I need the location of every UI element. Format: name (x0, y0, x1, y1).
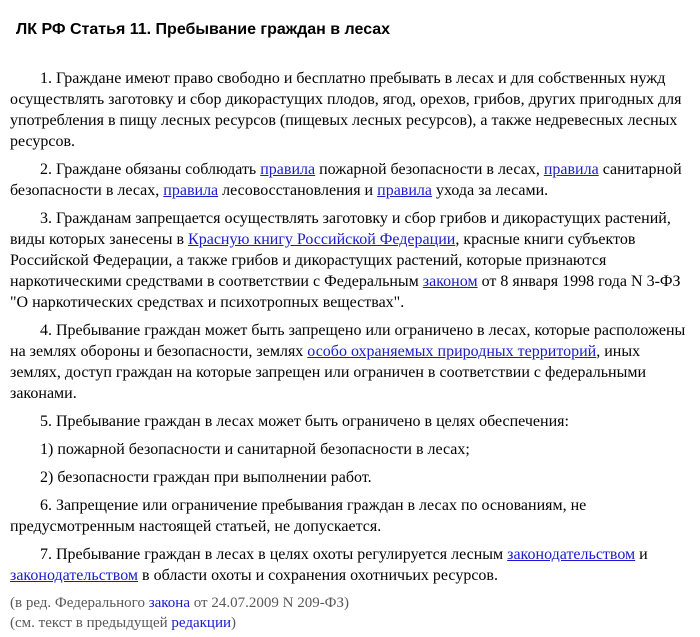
text-run: от 24.07.2009 N 209-ФЗ) (190, 595, 350, 611)
clause-6 (10, 495, 688, 537)
text-run: санитарной безопасности в лесах, (10, 161, 682, 199)
clause-7 (10, 544, 688, 586)
link-narcotics-law[interactable]: законом (422, 273, 478, 290)
text-run: 2. Граждане обязаны соблюдать (40, 161, 261, 178)
link-reforestation-rules[interactable]: правила (163, 182, 219, 199)
clause-2 (10, 159, 688, 201)
clause-1 (10, 68, 688, 152)
text-run: , иных землях, доступ граждан на которые запрещен или ограничен в соответствии с федеральными законами. (10, 343, 646, 402)
text-run: , красные книги субъектов Российской Федерации, а также грибов и дикорастущих растений, которые признаются наркотическими средствами в соответствии с Федеральным (10, 231, 636, 290)
text-run: 6. Запрещение или ограничение пребывания граждан в лесах по основаниям, не предусмотренным настоящей статьей, не допускается. (10, 497, 587, 535)
text-run: (в ред. Федерального (10, 595, 149, 611)
link-forest-care-rules[interactable]: правила (377, 182, 432, 199)
article-footnotes (10, 593, 688, 633)
link-amending-law[interactable]: закона (148, 595, 190, 611)
text-run: (см. текст в предыдущей (10, 615, 172, 631)
text-run: лесовосстановления и (218, 182, 378, 199)
clause-3 (10, 208, 688, 313)
link-sanitary-safety-rules[interactable]: правила (543, 161, 599, 178)
clause-5 (10, 411, 688, 432)
clause-5-item-2 (10, 467, 688, 488)
link-fire-safety-rules[interactable]: правила (260, 161, 316, 178)
text-run: и (635, 546, 648, 563)
link-forest-legislation[interactable]: законодательством (507, 546, 636, 563)
text-run: пожарной безопасности в лесах, (315, 161, 544, 178)
amendment-note (10, 593, 688, 613)
text-run: 1) пожарной безопасности и санитарной безопасности в лесах; (40, 441, 470, 458)
text-run: 7. Пребывание граждан в лесах в целях охоты регулируется лесным (40, 546, 508, 563)
text-run: в области охоты и сохранения охотничьих ресурсов. (138, 567, 498, 584)
text-run: ) (231, 615, 237, 631)
clause-5-item-1 (10, 439, 688, 460)
link-protected-natural-territories[interactable]: особо охраняемых природных территорий (307, 343, 597, 360)
article-body (10, 68, 688, 586)
link-hunting-legislation[interactable]: законодательством (10, 567, 139, 584)
clause-4 (10, 320, 688, 404)
link-red-book-rf[interactable]: Красную книгу Российской Федерации (188, 231, 456, 248)
article-title: ЛК РФ Статья 11. Пребывание граждан в лесах (16, 21, 391, 38)
text-run: 5. Пребывание граждан в лесах может быть ограничено в целях обеспечения: (40, 413, 569, 430)
text-run: 4. Пребывание граждан может быть запрещено или ограничено в лесах, которые расположены на землях обороны и безопасности, землях (10, 322, 686, 360)
previous-edition-note (10, 613, 688, 633)
text-run: 2) безопасности граждан при выполнении работ. (40, 469, 372, 486)
text-run: 1. Граждане имеют право свободно и бесплатно пребывать в лесах и для собственных нужд осуществлять заготовку и сбор дикорастущих плодов, ягод, орехов, грибов, других пригодных для употребления в пищу лесных ресурсов (пищевых лесных ресурсов), а также недревесных лесных ресурсов. (10, 70, 682, 150)
text-run: 3. Гражданам запрещается осуществлять заготовку и сбор грибов и дикорастущих растений, виды которых занесены в (10, 210, 671, 248)
link-previous-edition[interactable]: редакции (171, 615, 232, 631)
text-run: от 8 января 1998 года N 3-ФЗ "О наркотических средствах и психотропных веществах". (10, 273, 681, 311)
text-run: ухода за лесами. (432, 182, 549, 199)
